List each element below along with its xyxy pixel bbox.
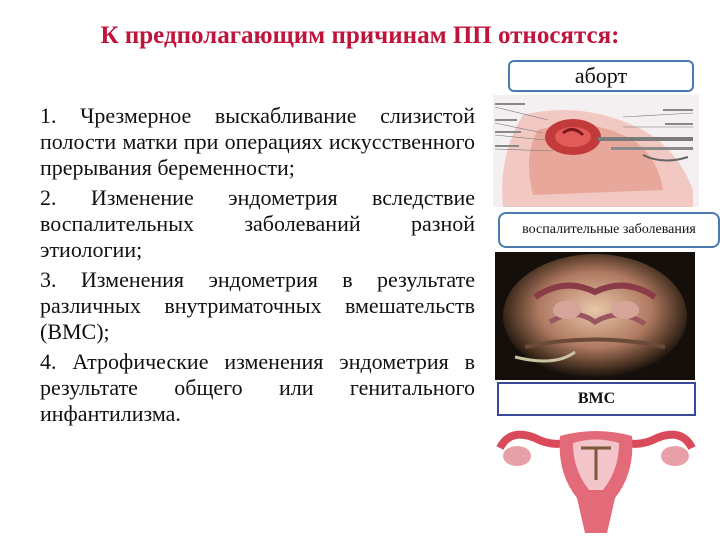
- cause-item-1: 1. Чрезмерное выскабливание слизистой полости матки при операциях искусственного прерывания беременности;: [40, 103, 475, 180]
- cause-item-3: 3. Изменения эндометрия в результате различных внутриматочных вмешательств (ВМС);: [40, 267, 475, 344]
- causes-list: [40, 103, 475, 431]
- cause-item-2: 2. Изменение эндометрия вследствие воспалительных заболеваний разной этиологии;: [40, 185, 475, 262]
- uterus-iud-illustration: [495, 418, 697, 538]
- endoscopic-uterus-photo: [495, 252, 695, 380]
- inflammatory-label: воспалительные заболевания: [498, 212, 720, 248]
- slide-title: К предполагающим причинам ПП относятся:: [100, 22, 620, 49]
- abort-label: аборт: [508, 60, 694, 92]
- vms-label: ВМС: [497, 382, 696, 416]
- cause-item-4: 4. Атрофические изменения эндометрия в результате общего или генитального инфантилизма.: [40, 349, 475, 426]
- abortion-procedure-illustration: [493, 95, 699, 207]
